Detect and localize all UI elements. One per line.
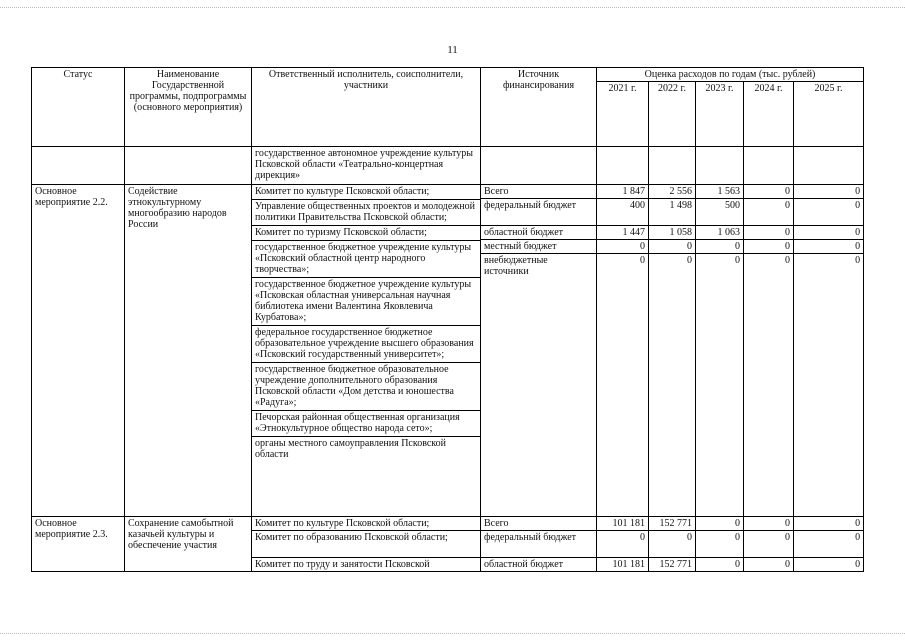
source-cell: Всего — [481, 517, 597, 531]
value-cell: 0 — [696, 558, 744, 572]
value-cell: 1 447 — [597, 226, 649, 240]
value-cell: 0 — [744, 226, 794, 240]
value-cell: 0 — [794, 517, 864, 531]
header-source: Источник финансирования — [481, 68, 597, 147]
value-cell: 101 181 — [597, 558, 649, 572]
executor-item: Комитет по туризму Псковской области; — [252, 226, 480, 241]
source-cell: федеральный бюджет — [481, 531, 597, 558]
value-cell: 101 181 — [597, 517, 649, 531]
value-cell: 0 — [794, 558, 864, 572]
header-year: 2024 г. — [744, 82, 794, 147]
value-cell: 500 — [696, 199, 744, 226]
expenditure-table — [31, 67, 864, 572]
value-cell: 0 — [597, 254, 649, 517]
executor-item: Печорская районная общественная организация «Этнокультурное общество народа сето»; — [252, 411, 480, 437]
value-cell: 0 — [597, 531, 649, 558]
value-cell: 0 — [744, 531, 794, 558]
scan-edge-bottom — [0, 633, 905, 634]
value-cell: 2 556 — [649, 185, 696, 199]
status-cell: Основное мероприятие 2.3. — [32, 517, 125, 572]
value-cell: 1 063 — [696, 226, 744, 240]
value-cell: 0 — [744, 558, 794, 572]
cell-empty — [481, 147, 597, 185]
executor-cell: государственное автономное учреждение культуры Псковской области «Театрально-концертная дирекция» — [252, 147, 481, 185]
name-cell: Содействие этнокультурному многообразию народов России — [125, 185, 252, 517]
header-year: 2022 г. — [649, 82, 696, 147]
value-cell: 0 — [744, 517, 794, 531]
page-number: 11 — [447, 44, 458, 56]
source-cell: федеральный бюджет — [481, 199, 597, 226]
header-year: 2021 г. — [597, 82, 649, 147]
header-name: Наименование Государственной программы, подпрограммы (основного мероприятия) — [125, 68, 252, 147]
source-cell: местный бюджет — [481, 240, 597, 254]
value-cell: 0 — [794, 199, 864, 226]
executor-item: государственное бюджетное образовательное учреждение дополнительного образования Псковской области «Дом детства и юношества «Радуга»; — [252, 363, 480, 411]
value-cell: 0 — [794, 226, 864, 240]
value-cell: 1 563 — [696, 185, 744, 199]
value-cell: 0 — [744, 185, 794, 199]
source-cell: Всего — [481, 185, 597, 199]
value-cell: 0 — [744, 240, 794, 254]
value-cell: 0 — [744, 199, 794, 226]
executor-list — [252, 185, 481, 517]
value-cell: 0 — [696, 254, 744, 517]
executor-item: Комитет по культуре Псковской области; — [252, 185, 480, 200]
value-cell: 1 498 — [649, 199, 696, 226]
value-cell: 0 — [597, 240, 649, 254]
name-cell: Сохранение самобытной казачьей культуры и обеспечение участия — [125, 517, 252, 572]
header-year: 2025 г. — [794, 82, 864, 147]
source-cell: областной бюджет — [481, 226, 597, 240]
cell-empty — [649, 147, 696, 185]
cell-empty — [125, 147, 252, 185]
executor-cell: Комитет по образованию Псковской области; — [252, 531, 481, 558]
value-cell: 0 — [649, 254, 696, 517]
value-cell: 0 — [744, 254, 794, 517]
executor-item: государственное бюджетное учреждение культуры «Псковский областной центр народного творчества»; — [252, 241, 480, 278]
status-cell: Основное мероприятие 2.2. — [32, 185, 125, 517]
value-cell: 0 — [649, 240, 696, 254]
value-cell: 0 — [696, 240, 744, 254]
header-executor: Ответственный исполнитель, соисполнители, участники — [252, 68, 481, 147]
value-cell: 400 — [597, 199, 649, 226]
header-estimate: Оценка расходов по годам (тыс. рублей) — [597, 68, 864, 82]
cell-empty — [32, 147, 125, 185]
value-cell: 0 — [649, 531, 696, 558]
executor-item: Управление общественных проектов и молодежной политики Правительства Псковской области; — [252, 200, 480, 226]
cell-empty — [794, 147, 864, 185]
value-cell: 0 — [794, 531, 864, 558]
header-status: Статус — [32, 68, 125, 147]
source-cell: областной бюджет — [481, 558, 597, 572]
value-cell: 0 — [696, 517, 744, 531]
cell-empty — [597, 147, 649, 185]
value-cell: 152 771 — [649, 517, 696, 531]
cell-empty — [744, 147, 794, 185]
scan-edge-top — [0, 7, 905, 8]
value-cell: 0 — [794, 254, 864, 517]
header-year: 2023 г. — [696, 82, 744, 147]
executor-item: органы местного самоуправления Псковской области — [255, 438, 447, 460]
executor-item: федеральное государственное бюджетное образовательное учреждение высшего образования «Псковский государственный университет»; — [252, 326, 480, 363]
value-cell: 152 771 — [649, 558, 696, 572]
source-cell: внебюджетные источники — [481, 254, 597, 517]
cell-empty — [696, 147, 744, 185]
value-cell: 1 058 — [649, 226, 696, 240]
value-cell: 0 — [794, 240, 864, 254]
value-cell: 0 — [794, 185, 864, 199]
value-cell: 1 847 — [597, 185, 649, 199]
executor-cell: Комитет по культуре Псковской области; — [252, 517, 481, 531]
executor-cell: Комитет по труду и занятости Псковской — [252, 558, 481, 572]
value-cell: 0 — [696, 531, 744, 558]
executor-item: государственное бюджетное учреждение культуры «Псковская областная универсальная научная библиотека имени Валентина Яковлевича Курбатова»; — [252, 278, 480, 326]
